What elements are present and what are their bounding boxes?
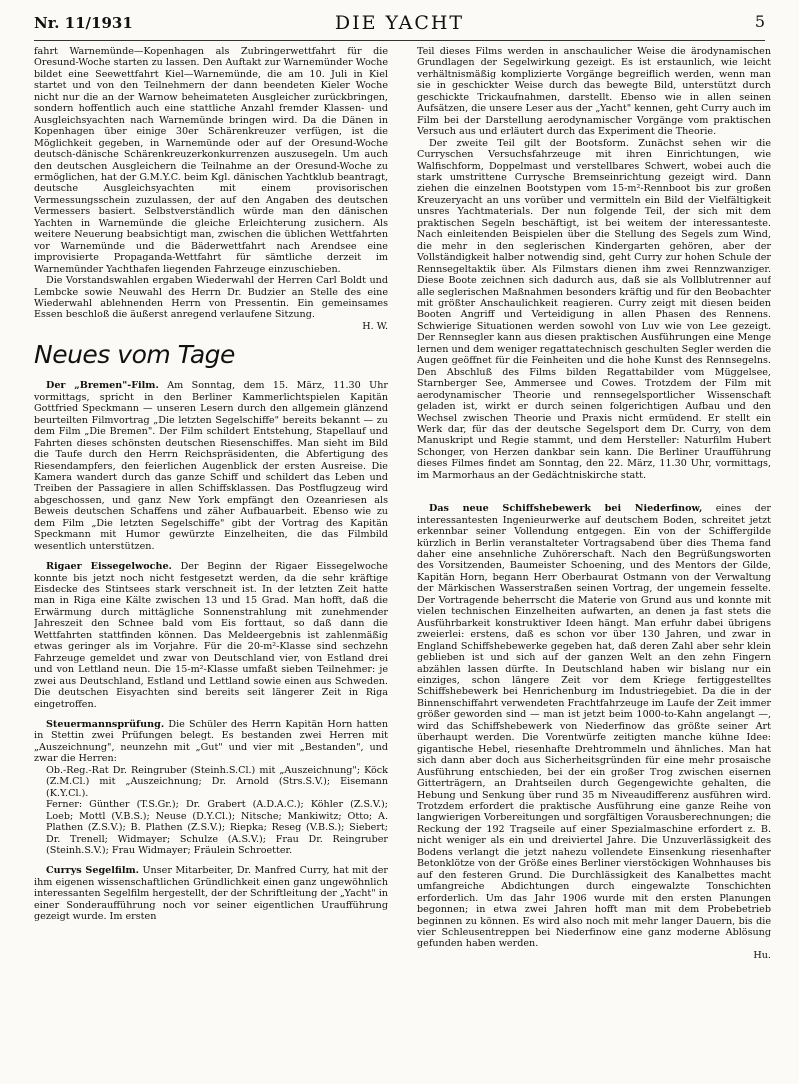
intro-paragraph: fahrt Warnemünde—Kopenhagen als Zubringerwettfahrt für die Oresund-Woche starten zu lassen. Den Auftakt zur Warnemünder Woche bildet eine Seewettfahrt Kiel—Warnemünde, die am 10. Juli in Kiel startet und von den Teilnehmern der dann beendeten Kieler Woche nicht nur die an der Warnow beheimateten Ausgleicher zurückbringen, sondern hoffentlich auch eine stattliche Anzahl fremder Klassen- und Ausgleichsyachten nach Warnemünde bringen wird. Da die Dänen in Kopenhagen über einige 30er Schärenkreuzer verfügen, ist die Möglichkeit gegeben, in Warnemünde oder auf der Oresund-Woche deutsch-dänische Schärenkreuzerkonkurrenzen auszusegeln. Um auch den deutschen Ausgleichern die Teilnahme an der Oresund-Woche zu ermöglichen, hat der G.M.Y.C. beim Kgl. dänischen Yachtklub beantragt, deutsche Ausgleichsyachten mit einem provisorischen Vermessungsschein zuzulassen, der auf den Angaben des deutschen Vermessers basiert. Selbstverständlich würde man den dänischen Yachten in Warnemünde die gleiche Erleichterung zusichern. Als weitere Neuerung beabsichtigt man, zwischen die üblichen Wettfahrten vor Warnemünde und die Bäderwettfahrt nach Arendsee eine improvisierte Propaganda-Wettfahrt für sämtliche derzeit im Warnemünder Yachthafen liegenden Fahrzeuge einzuschieben. [34, 46, 388, 275]
page-header [34, 10, 765, 38]
article-title: Currys Segelfilm. [46, 865, 140, 877]
intro-signature: H. W. [362, 320, 388, 332]
page-number: 5 [754, 12, 765, 31]
article-text: Teil dieses Films werden in anschaulicher Weise die ärodynamischen Grundlagen der Segelwirkung gezeigt. Es ist erstaunlich, wie leicht verhältnismäßig komplizierte Vorgänge begreiflich werden, wenn man sie in geschickter Weise durch das bewegte Bild, unterstützt durch geschickte Trickaufnahmen, darstellt. Ebenso wie in allen seinen Aufsätzen, die unsere Leser aus der „Yacht" kennen, geht Curry auch im Film bei der Darstellung aerodynamischer Vorgänge vom praktischen Versuch aus und erläutert durch das Experiment die Theorie. [417, 46, 771, 138]
header-rule [34, 40, 765, 41]
article-text: Der Beginn der Rigaer Eissegelwoche konnte bis jetzt noch nicht festgesetzt werden, da die sehr kräftige Eisdecke des Stintsees stark verschneit ist. In der letzten Zeit hatte man in Riga eine Kälte zwischen 13 und 15 Grad. Man hofft, daß die Erwärmung durch mittägliche Sonnenstrahlung mit zunehmender Jahreszeit den Schnee bald vom Eis forttaut, so daß dann die Wettfahrten stattfinden können. Das Meldeergebnis ist zahlenmäßig etwas geringer als im Vorjahre. Für die 20-m²-Klasse sind sechzehn Fahrzeuge gemeldet und zwar von Deutschland vier, von Estland drei und von Lettland neun. Die 15-m²-Klasse umfaßt sieben Teilnehmer: je zwei aus Deutschland, Estland und Lettland sowie einen aus Schweden. Die deutschen Eisyachten sind bereits seit längerer Zeit in Riga eingetroffen. [34, 561, 388, 710]
intro-paragraph: Die Vorstandswahlen ergaben Wiederwahl der Herren Carl Boldt und Lembcke sowie Neuwahl des Herrn Dr. Budzier an Stelle des eine Wiederwahl ablehnenden Herrn von Pressentin. Ein gemeinsames Essen beschloß die äußerst anregend verlaufene Sitzung. [34, 275, 388, 321]
intro-signature-line [34, 321, 388, 332]
list-line: Ferner: Günther (T.S.Gr.); Dr. Grabert (A.D.A.C.); Köhler (Z.S.V.); Loeb; Mottl (V.B.S.); Neuse (D.Y.Cl.); Nitsche; Mankiwitz; Otto; A. Plathen (Z.S.V.); B. Plathen (Z.S.V.); Riepka; Reseg (V.B.S.); Siebert; Dr. Trenell; Widmayer; Schulze (A.S.V.); Frau Dr. Reingruber (Steinh.S.V.); Frau Widmayer; Fräulein Schroetter. [46, 799, 388, 856]
article-text: Am Sonntag, dem 15. März, 11.30 Uhr vormittags, spricht in den Berliner Kammerlichtspielen Kapitän Gottfried Speckmann — unseren Lesern durch den allgemein glänzend beurteilten Filmvortrag „Die letzten Segelschiffe" bereits bekannt — zu dem Film „Die Bremen". Der Film schildert Entstehung, Stapellauf und Fahrten dieses schönsten deutschen Riesenschiffes. Man sieht im Bild die Taufe durch den Herrn Reichspräsidenten, die Abfertigung des Riesendampfers, den feierlichen Augenblick der ersten Ausreise. Die Kamera wandert durch das ganze Schiff und schildert das Leben und Treiben der Passagiere in allen Schiffsklassen. Das Postflugzeug wird abgeschossen, und ganz New York empfängt den Ozeanriesen als Beweis deutschen Schaffens und zäher Aufbauarbeit. Ebenso wie zu dem Film „Die letzten Segelschiffe" gibt der Vortrag des Kapitän Speckmann mit Humor gewürzte Einzelheiten, die das Filmbild wesentlich unterstützen. [34, 380, 388, 552]
left-column [34, 46, 388, 1076]
article-title: Das neue Schiffshebewerk bei Niederfinow, [429, 503, 703, 515]
article-signature: Hu. [753, 949, 771, 961]
article-title: Rigaer Eissegelwoche. [46, 561, 172, 573]
issue-number: Nr. 11/1931 [34, 14, 133, 32]
article-steuermann [34, 719, 388, 856]
article-title: Der „Bremen"-Film. [46, 380, 159, 392]
signature-line [417, 950, 771, 961]
article-text: Unser Mitarbeiter, Dr. Manfred Curry, hat mit der ihm eigenen wissenschaftlichen Gründlichkeit einen ganz ungewöhnlich interessanten Segelfilm hergestellt, der der Schriftleitung der „Yacht" in einer Sonderaufführung noch vor seiner eigentlichen Uraufführung gezeigt wurde. Im ersten [34, 865, 388, 923]
magazine-title: DIE YACHT [334, 12, 465, 34]
article-text: Der zweite Teil gilt der Bootsform. Zunächst sehen wir die Curryschen Versuchsfahrzeuge mit ihren Einrichtungen, wie Walfischform, Doppelmast und verstellbares Schwert, wobei auch die stark umstrittene Currysche Bremseinrichtung gezeigt wird. Dann ziehen die einzelnen Bootstypen vom 15-m²-Rennboot bis zur großen Kreuzeryacht an uns vorüber und vermitteln ein Bild der Vielfältigkeit unsres Yachtmaterials. Der nun folgende Teil, der sich mit dem praktischen Segeln beschäftigt, ist bei weitem der interessanteste. Nach einleitenden Beispielen über die Stellung des Segels zum Wind, die mehr in den seglerischen Kindergarten gehören, aber der Vollständigkeit halber notwendig sind, geht Curry zur hohen Schule der Rennsegeltaktik über. Als Filmstars dienen ihm zwei Rennzwanziger. Diese Boote zeichnen sich dadurch aus, daß sie als Vollblutrenner auf alle seglerischen Maßnahmen besonders kräftig und für den Beobachter mit größter Anschaulichkeit reagieren. Curry zeigt mit diesen beiden Booten Angriff und Verteidigung in allen Phasen des Rennens. Schwierige Situationen werden sowohl von Luv wie von Lee gezeigt. Der Rennsegler kann aus diesen praktischen Ausführungen eine Menge lernen und dem weniger regattatechnisch geschulten Segler werden die Augen geöffnet für die Feinheiten und die hohe Kunst des Rennsegelns. Den Abschluß des Films bilden Regattabilder vom Müggelsee, Starnberger See, Ammersee und Cowes. Trotzdem der Film mit aerodynamischer Theorie und rennsegelsportlicher Wissenschaft geladen ist, wirkt er durch seinen folgerichtigen Aufbau und den Wechsel zwischen Theorie und Praxis nicht ermüdend. Er stellt ein Werk dar, für das der deutsche Segelsport dem Dr. Curry, von dem Manuskript und Regie stammt, und dem Hersteller: Naturfilm Hubert Schonger, von Herzen dankbar sein kann. Die Berliner Uraufführung dieses Filmes findet am Sonntag, den 22. März, 11.30 Uhr, vormittags, im Marmorhaus an der Gedächtniskirche statt. [417, 137, 771, 481]
article-schiffshebewerk [417, 503, 771, 961]
article-rigaer [34, 561, 388, 710]
article-text: eines der interessantesten Ingenieurwerke auf deutschem Boden, schreitet jetzt erkennbar seiner Vollendung entgegen. Ein von der Schiffergilde kürzlich in Berlin veranstalteter Vortragsabend über dies Thema fand daher eine ansehnliche Zuhörerschaft. Nach den Begrüßungsworten des Vorsitzenden, Baumeister Schoening, und des Mentors der Gilde, Kapitän Horn, begann Herr Oberbaurat Ostmann von der Verwaltung der Märkischen Wasserstraßen seinen Vortrag, der ungemein fesselte. Der Vortragende beherrscht die Materie von Grund aus und konnte mit vielen technischen Einzelheiten aufwarten, an denen ja fast stets die Ausführbarkeit konstruktiver Ideen hängt. Man erfuhr dabei übrigens zweierlei: erstens, daß es schon vor über 130 Jahren, und zwar in England Schiffshebewerke gegeben hat, daß deren Zahl aber sehr klein geblieben ist und sich auf der ganzen Welt an den zehn Fingern abzählen lassen dürfte. In Deutschland haben wir bislang nur ein einziges, schon längere Zeit vor dem Kriege fertiggestelltes Schiffshebewerk bei Henrichenburg im Industriegebiet. Da die in der Binnenschiffahrt verwendeten Frachtfahrzeuge im Laufe der Zeit immer größer geworden sind — man ist jetzt beim 1000-to-Kahn angelangt —, wird das Schiffshebewerk von Niederfinow das größte seiner Art überhaupt werden. Die Vorentwürfe zeitigten manche kühne Idee: gigantische Hebel, riesenhafte Drehtrommeln und ähnliches. Man hat sich dann aber doch aus Sicherheitsgründen für eine mehr prosaische Ausführung entschieden, bei der ein großer Trog zwischen eisernen Gitterträgern, an Drahtseilen durch Gegengewichte gehalten, die Hebung und Senkung über rund 35 m Niveaudifferenz ausführen wird. Trotzdem erfordert die praktische Ausführung eine ganze Reihe von langwierigen Vorbereitungen und sorgfältigen Vorausberechnungen; die Reckung der 192 Tragseile auf einer Spezialmaschine erfordert z. B. nicht weniger als ein und dreiviertel Jahre. Die Unzuverlässigkeit des Bodens verlangt die jetzt nahezu vollendete Einsenkung riesenhafter Betonklötze von der Größe eines Berliner vierstöckigen Wohnhauses bis auf den festeren Grund. Die Durchlässigkeit des Kanalbettes macht umfangreiche Abdichtungen durch eingewalzte Tonschichten erforderlich. Um das Jahr 1906 wurde mit den ersten Planungen begonnen; in etwa zwei Jahren hofft man mit dem Probebetrieb beginnen zu können. Es wird also noch mit mehr langer Dauern, bis die vier Schleusentreppen bei Niederfinow eine ganz moderne Ablösung gefunden haben werden. [417, 503, 771, 950]
right-column [417, 46, 771, 1076]
article-bremen [34, 380, 388, 552]
article-curry [34, 865, 388, 922]
section-title: Neues vom Tage [34, 340, 235, 370]
article-title: Steuermannsprüfung. [46, 719, 165, 731]
list-line: Ob.-Reg.-Rat Dr. Reingruber (Steinh.S.Cl.) mit „Auszeichnung"; Köck (Z.M.Cl.) mit „Auszeichnung; Dr. Arnold (Strs.S.V.); Eisemann (K.Y.Cl.). [46, 764, 388, 799]
article-text: Die Schüler des Herrn Kapitän Horn hatten in Stettin zwei Prüfungen belegt. Es bestanden zwei Herren mit „Auszeichnung", neunzehn mit „Gut" und vier mit „Bestanden", und zwar die Herren: [34, 719, 388, 765]
